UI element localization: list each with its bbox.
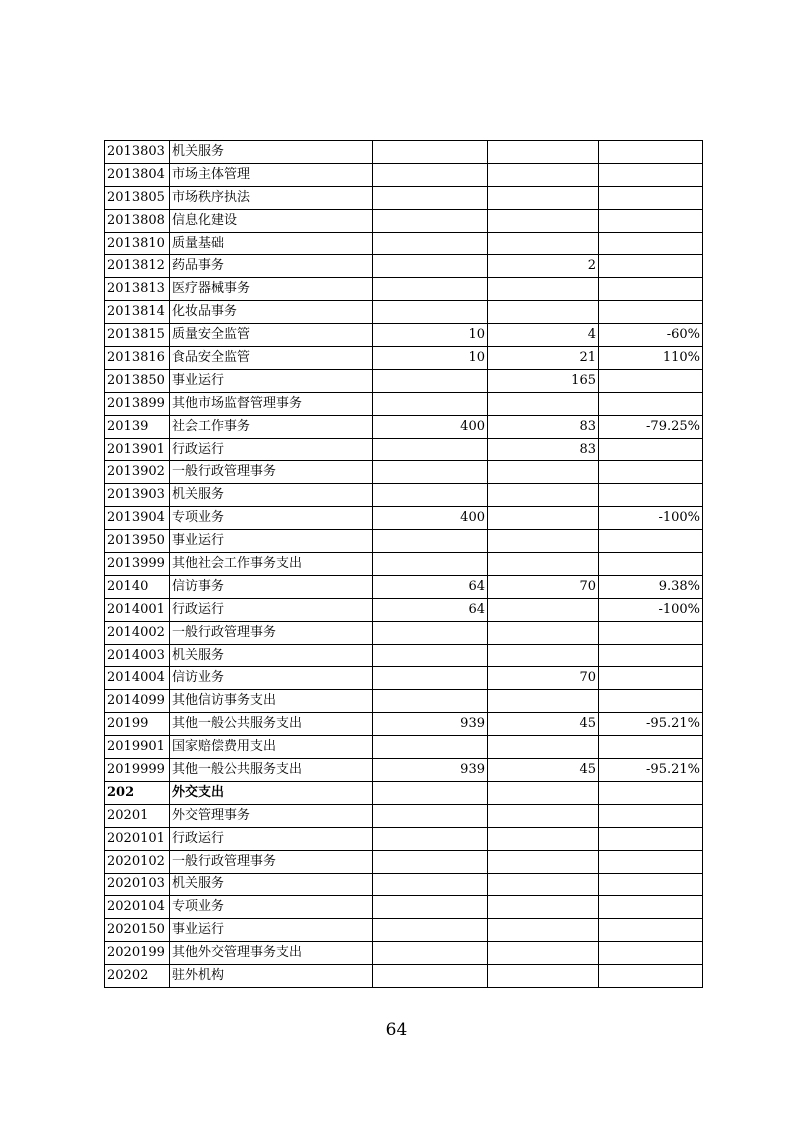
cell-name: 国家赔偿费用支出: [170, 736, 373, 759]
cell-change: [599, 438, 703, 461]
cell-name: 事业运行: [170, 369, 373, 392]
table-row: [105, 759, 703, 782]
cell-value-1: [373, 163, 488, 186]
cell-change: [599, 530, 703, 553]
cell-change: [599, 736, 703, 759]
cell-name: 行政运行: [170, 438, 373, 461]
cell-value-1: 939: [373, 759, 488, 782]
cell-code: 2014099: [105, 690, 170, 713]
cell-code: 2020104: [105, 896, 170, 919]
cell-name: 专项业务: [170, 507, 373, 530]
table-row: [105, 278, 703, 301]
cell-value-1: 10: [373, 324, 488, 347]
cell-name: 其他信访事务支出: [170, 690, 373, 713]
cell-change: [599, 278, 703, 301]
cell-change: [599, 186, 703, 209]
cell-name: 外交支出: [170, 781, 373, 804]
cell-name: 其他一般公共服务支出: [170, 713, 373, 736]
cell-value-1: [373, 781, 488, 804]
table-row: [105, 347, 703, 370]
cell-value-2: 83: [488, 438, 599, 461]
cell-name: 一般行政管理事务: [170, 850, 373, 873]
cell-change: -95.21%: [599, 759, 703, 782]
table-row: [105, 965, 703, 988]
cell-name: 信访业务: [170, 667, 373, 690]
cell-value-1: [373, 484, 488, 507]
page-number: 64: [385, 1020, 408, 1040]
cell-code: 20139: [105, 415, 170, 438]
cell-value-1: [373, 461, 488, 484]
cell-change: [599, 255, 703, 278]
cell-value-2: [488, 690, 599, 713]
cell-name: 信访事务: [170, 575, 373, 598]
cell-name: 驻外机构: [170, 965, 373, 988]
cell-change: [599, 919, 703, 942]
cell-value-1: [373, 827, 488, 850]
cell-change: [599, 163, 703, 186]
cell-code: 2014002: [105, 621, 170, 644]
table-row: [105, 163, 703, 186]
cell-value-2: [488, 507, 599, 530]
table-row: [105, 919, 703, 942]
cell-name: 事业运行: [170, 919, 373, 942]
table-row: [105, 461, 703, 484]
cell-value-1: [373, 965, 488, 988]
cell-value-1: 64: [373, 598, 488, 621]
cell-name: 食品安全监管: [170, 347, 373, 370]
cell-change: [599, 621, 703, 644]
cell-change: -100%: [599, 507, 703, 530]
cell-code: 2013810: [105, 232, 170, 255]
cell-code: 202: [105, 781, 170, 804]
cell-code: 2014001: [105, 598, 170, 621]
cell-value-2: [488, 827, 599, 850]
cell-code: 2013815: [105, 324, 170, 347]
cell-name: 其他一般公共服务支出: [170, 759, 373, 782]
cell-name: 机关服务: [170, 873, 373, 896]
cell-code: 2020101: [105, 827, 170, 850]
cell-name: 其他外交管理事务支出: [170, 942, 373, 965]
cell-name: 其他市场监督管理事务: [170, 392, 373, 415]
cell-code: 2013950: [105, 530, 170, 553]
table-row: [105, 186, 703, 209]
cell-value-2: [488, 163, 599, 186]
cell-change: [599, 232, 703, 255]
cell-value-2: 165: [488, 369, 599, 392]
cell-value-2: [488, 484, 599, 507]
cell-value-2: [488, 461, 599, 484]
cell-value-2: [488, 392, 599, 415]
cell-value-2: [488, 530, 599, 553]
cell-change: [599, 369, 703, 392]
cell-name: 机关服务: [170, 141, 373, 164]
cell-name: 医疗器械事务: [170, 278, 373, 301]
cell-name: 事业运行: [170, 530, 373, 553]
cell-value-1: [373, 278, 488, 301]
cell-value-1: 400: [373, 415, 488, 438]
table-row: [105, 873, 703, 896]
cell-change: 9.38%: [599, 575, 703, 598]
cell-value-1: 10: [373, 347, 488, 370]
cell-value-2: [488, 232, 599, 255]
table-row: [105, 301, 703, 324]
cell-change: [599, 461, 703, 484]
cell-name: 质量安全监管: [170, 324, 373, 347]
table-row: [105, 324, 703, 347]
cell-code: 2020199: [105, 942, 170, 965]
cell-code: 2013814: [105, 301, 170, 324]
table-row: [105, 598, 703, 621]
cell-value-1: [373, 736, 488, 759]
cell-code: 2013803: [105, 141, 170, 164]
cell-code: 20202: [105, 965, 170, 988]
cell-value-1: [373, 438, 488, 461]
cell-value-1: [373, 301, 488, 324]
table-row: [105, 827, 703, 850]
cell-change: [599, 827, 703, 850]
cell-value-1: [373, 186, 488, 209]
cell-change: -100%: [599, 598, 703, 621]
table-row: [105, 530, 703, 553]
cell-value-2: 45: [488, 759, 599, 782]
table-row: [105, 141, 703, 164]
cell-value-1: 64: [373, 575, 488, 598]
table-row: [105, 644, 703, 667]
cell-name: 市场主体管理: [170, 163, 373, 186]
cell-code: 2013899: [105, 392, 170, 415]
cell-change: [599, 392, 703, 415]
cell-change: [599, 850, 703, 873]
cell-name: 机关服务: [170, 484, 373, 507]
cell-code: 2013804: [105, 163, 170, 186]
cell-value-1: 939: [373, 713, 488, 736]
cell-code: 2014003: [105, 644, 170, 667]
table-row: [105, 736, 703, 759]
table-row: [105, 850, 703, 873]
cell-value-1: [373, 369, 488, 392]
cell-change: [599, 209, 703, 232]
cell-value-2: [488, 873, 599, 896]
cell-value-2: [488, 141, 599, 164]
cell-change: [599, 781, 703, 804]
cell-change: [599, 942, 703, 965]
cell-code: 2013808: [105, 209, 170, 232]
table-row: [105, 438, 703, 461]
cell-code: 20140: [105, 575, 170, 598]
cell-change: -79.25%: [599, 415, 703, 438]
cell-change: [599, 484, 703, 507]
cell-code: 20199: [105, 713, 170, 736]
cell-code: 2013904: [105, 507, 170, 530]
budget-table: [104, 140, 703, 988]
cell-code: 2013903: [105, 484, 170, 507]
cell-value-2: 4: [488, 324, 599, 347]
cell-code: 2013901: [105, 438, 170, 461]
cell-value-1: [373, 209, 488, 232]
cell-name: 信息化建设: [170, 209, 373, 232]
cell-code: 2013816: [105, 347, 170, 370]
table-row: [105, 369, 703, 392]
cell-value-2: [488, 209, 599, 232]
table-row: [105, 621, 703, 644]
cell-value-1: [373, 141, 488, 164]
cell-value-1: [373, 690, 488, 713]
cell-change: [599, 690, 703, 713]
cell-code: 2013812: [105, 255, 170, 278]
cell-code: 2013813: [105, 278, 170, 301]
table-row: [105, 690, 703, 713]
cell-name: 市场秩序执法: [170, 186, 373, 209]
cell-value-1: [373, 553, 488, 576]
cell-value-2: [488, 644, 599, 667]
cell-value-1: [373, 530, 488, 553]
table-row: [105, 209, 703, 232]
cell-code: 2020103: [105, 873, 170, 896]
cell-value-1: [373, 255, 488, 278]
cell-value-2: 21: [488, 347, 599, 370]
cell-value-2: [488, 919, 599, 942]
cell-value-2: 83: [488, 415, 599, 438]
cell-name: 化妆品事务: [170, 301, 373, 324]
cell-name: 一般行政管理事务: [170, 461, 373, 484]
cell-value-2: 45: [488, 713, 599, 736]
cell-change: [599, 667, 703, 690]
table-row: [105, 255, 703, 278]
cell-name: 一般行政管理事务: [170, 621, 373, 644]
table-row: [105, 781, 703, 804]
cell-change: [599, 965, 703, 988]
table-row: [105, 484, 703, 507]
cell-value-1: [373, 232, 488, 255]
cell-code: 2013999: [105, 553, 170, 576]
cell-value-1: [373, 919, 488, 942]
cell-value-2: [488, 942, 599, 965]
cell-value-2: [488, 598, 599, 621]
cell-value-2: 70: [488, 667, 599, 690]
cell-name: 药品事务: [170, 255, 373, 278]
table-row: [105, 507, 703, 530]
cell-value-1: [373, 873, 488, 896]
cell-value-1: [373, 896, 488, 919]
cell-value-2: 2: [488, 255, 599, 278]
cell-code: 2019901: [105, 736, 170, 759]
table-row: [105, 667, 703, 690]
cell-change: [599, 896, 703, 919]
cell-code: 2019999: [105, 759, 170, 782]
cell-code: 20201: [105, 804, 170, 827]
table-row: [105, 896, 703, 919]
cell-change: [599, 141, 703, 164]
cell-name: 行政运行: [170, 598, 373, 621]
table-row: [105, 575, 703, 598]
cell-value-2: [488, 301, 599, 324]
table-row: [105, 942, 703, 965]
cell-value-1: [373, 667, 488, 690]
cell-value-2: [488, 965, 599, 988]
cell-value-1: [373, 392, 488, 415]
cell-code: 2013902: [105, 461, 170, 484]
cell-value-2: [488, 278, 599, 301]
cell-value-2: [488, 553, 599, 576]
table-row: [105, 804, 703, 827]
cell-name: 社会工作事务: [170, 415, 373, 438]
cell-change: [599, 804, 703, 827]
table-row: [105, 415, 703, 438]
cell-code: 2013805: [105, 186, 170, 209]
cell-value-2: [488, 850, 599, 873]
cell-name: 机关服务: [170, 644, 373, 667]
table-body: [105, 141, 703, 988]
cell-value-2: [488, 621, 599, 644]
cell-change: [599, 873, 703, 896]
cell-change: [599, 553, 703, 576]
cell-change: -95.21%: [599, 713, 703, 736]
cell-value-2: [488, 896, 599, 919]
table-row: [105, 392, 703, 415]
table-row: [105, 232, 703, 255]
cell-code: 2020150: [105, 919, 170, 942]
cell-code: 2013850: [105, 369, 170, 392]
cell-value-1: [373, 850, 488, 873]
cell-name: 行政运行: [170, 827, 373, 850]
cell-value-2: [488, 186, 599, 209]
cell-value-2: [488, 781, 599, 804]
cell-code: 2014004: [105, 667, 170, 690]
cell-name: 质量基础: [170, 232, 373, 255]
cell-name: 外交管理事务: [170, 804, 373, 827]
table-row: [105, 553, 703, 576]
cell-change: -60%: [599, 324, 703, 347]
cell-change: [599, 644, 703, 667]
cell-value-1: [373, 942, 488, 965]
cell-change: [599, 301, 703, 324]
cell-code: 2020102: [105, 850, 170, 873]
cell-value-1: [373, 644, 488, 667]
cell-value-1: [373, 804, 488, 827]
cell-value-2: [488, 736, 599, 759]
cell-change: 110%: [599, 347, 703, 370]
cell-name: 专项业务: [170, 896, 373, 919]
cell-value-2: 70: [488, 575, 599, 598]
cell-value-1: [373, 621, 488, 644]
cell-value-2: [488, 804, 599, 827]
cell-value-1: 400: [373, 507, 488, 530]
table-row: [105, 713, 703, 736]
cell-name: 其他社会工作事务支出: [170, 553, 373, 576]
